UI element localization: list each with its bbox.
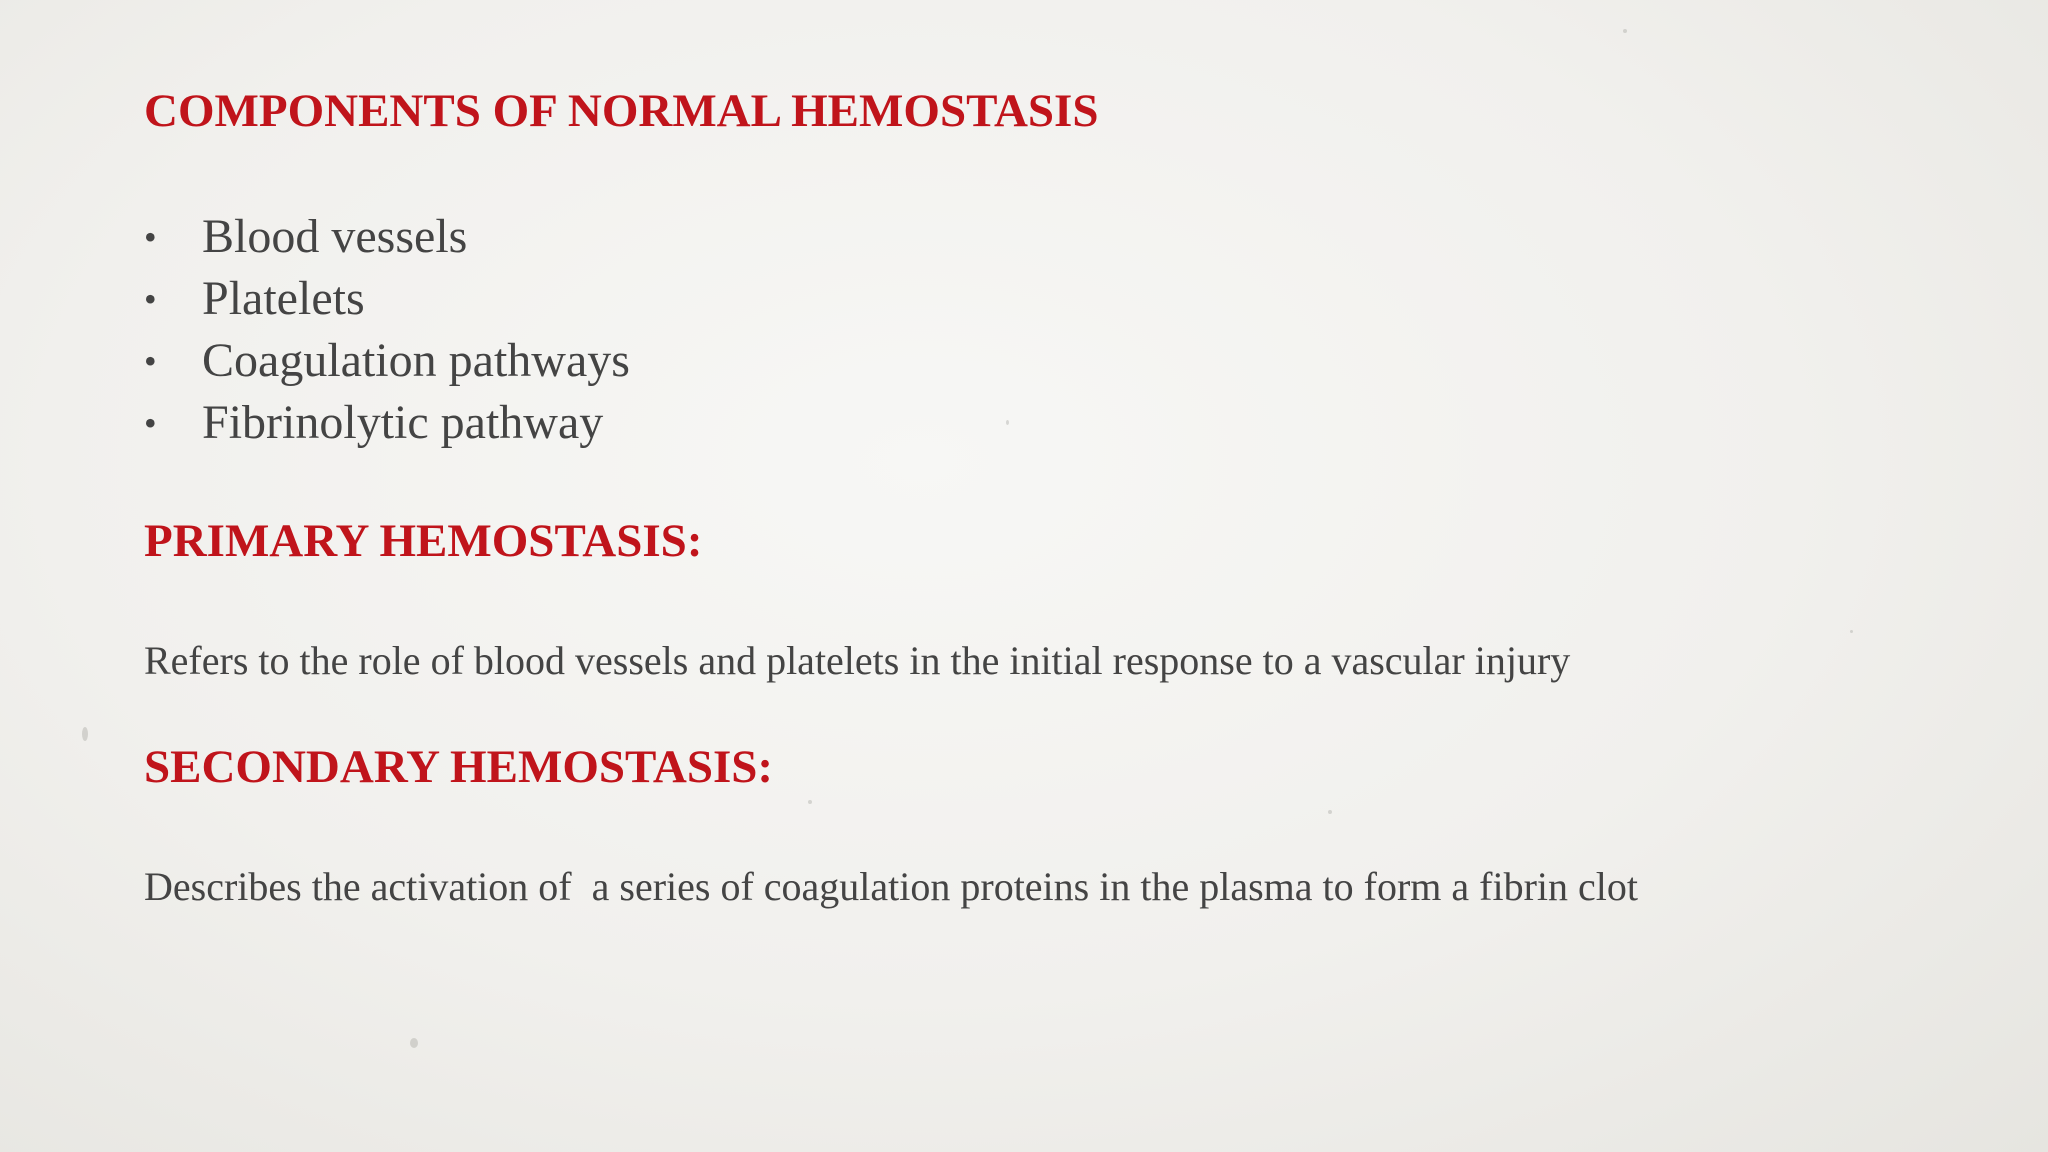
list-item-text: Fibrinolytic pathway — [202, 396, 604, 449]
heading-primary-hemostasis: PRIMARY HEMOSTASIS: — [144, 515, 703, 567]
paper-speck — [1850, 630, 1853, 633]
list-item-text: Coagulation pathways — [202, 334, 630, 387]
bullet-icon: • — [144, 217, 157, 257]
paper-speck — [1006, 420, 1009, 425]
list-item-text: Platelets — [202, 272, 365, 325]
heading-secondary-hemostasis: SECONDARY HEMOSTASIS: — [144, 741, 774, 793]
paper-speck — [808, 800, 812, 804]
bullet-icon: • — [144, 403, 157, 443]
heading-components: COMPONENTS OF NORMAL HEMOSTASIS — [144, 85, 1099, 137]
secondary-hemostasis-description: Describes the activation of a series of coagulation proteins in the plasma to form a fibrin clot — [144, 864, 1638, 909]
list-item-text: Blood vessels — [202, 210, 468, 263]
paper-speck — [82, 727, 88, 741]
paper-speck — [1623, 29, 1627, 33]
paper-speck — [410, 1038, 418, 1048]
bullet-icon: • — [144, 279, 157, 319]
paper-speck — [1328, 810, 1332, 814]
bullet-icon: • — [144, 341, 157, 381]
primary-hemostasis-description: Refers to the role of blood vessels and platelets in the initial response to a vascular injury — [144, 638, 1571, 683]
